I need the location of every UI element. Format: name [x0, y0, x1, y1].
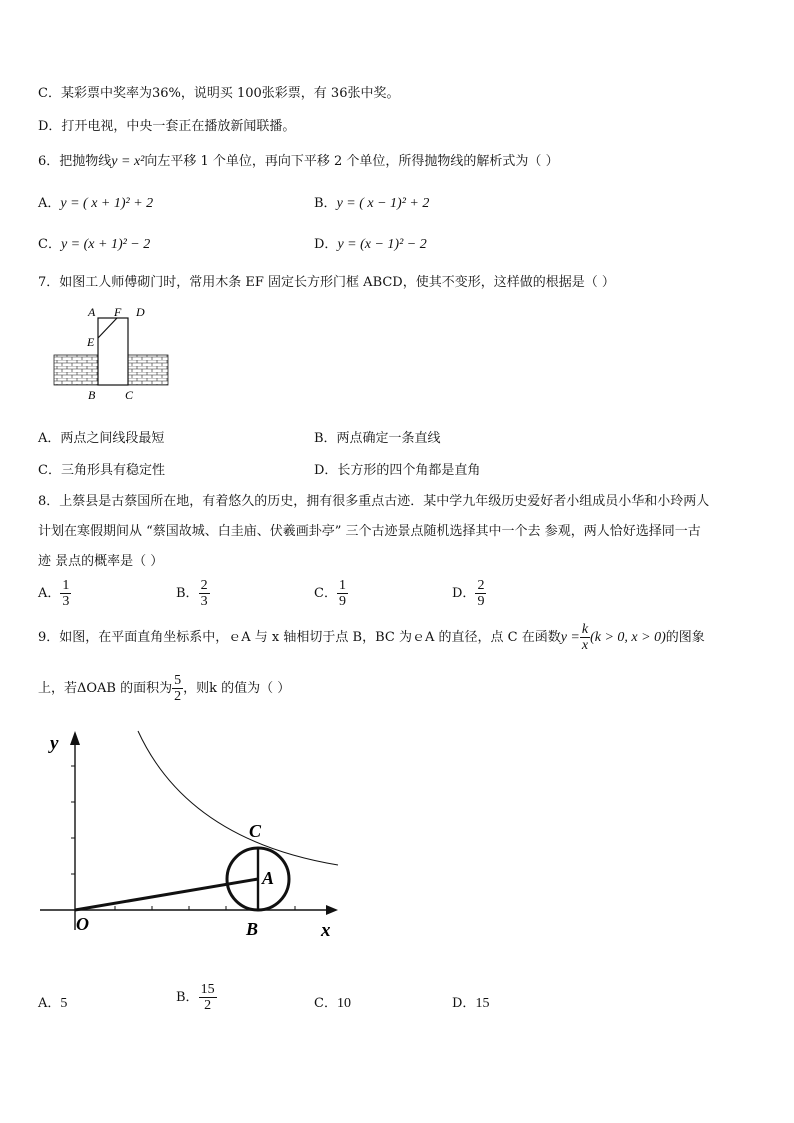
- q6-stem: [38, 150, 559, 170]
- q6-d-label: D．: [314, 237, 338, 252]
- q6-suffix: 向左平移 1 个单位，再向下平移 2 个单位，所得抛物线的解析式为（ ）: [144, 154, 559, 169]
- label-F: F: [114, 305, 122, 319]
- q9-a-value: 5: [60, 996, 68, 1011]
- q9-l1a: 9．如图，在平面直角坐标系中，: [38, 630, 229, 645]
- label-E: E: [87, 335, 95, 349]
- x-axis-arrow: [326, 905, 338, 915]
- q9-func: y =: [560, 630, 580, 645]
- q8-b-fraction: $\frac{2}{3}$: [200, 578, 208, 609]
- label-O: O: [76, 914, 89, 934]
- q8-option-a: [38, 578, 71, 609]
- q8-a-fraction: $\frac{1}{3}$: [62, 578, 70, 609]
- q6-d-expr: y = (x − 1)² − 2: [337, 237, 427, 252]
- q8-a-label: A．: [38, 586, 61, 601]
- q9-condition: (k > 0, x > 0): [590, 630, 666, 645]
- q5-option-c: C．某彩票中奖率为36%，说明买 100张彩票，有 36张中奖。: [38, 86, 400, 101]
- y-axis-arrow: [70, 731, 80, 745]
- q6-a-label: A．: [38, 196, 61, 211]
- label-x: x: [321, 920, 331, 941]
- q8-c-label: C．: [314, 586, 337, 601]
- q9-b-label: B．: [176, 990, 199, 1005]
- right-brick-wall: [128, 355, 168, 385]
- q9-l1b: ｅA 与 x 轴相切于点 B，BC 为ｅA 的直径，点 C 在函数: [228, 630, 561, 645]
- q9-c-label: C．: [314, 996, 337, 1011]
- q9-c-value: 10: [336, 996, 351, 1011]
- q9-option-d: [452, 992, 489, 1012]
- q8-option-d: [452, 578, 486, 609]
- q8-d-fraction: $\frac{2}{9}$: [477, 578, 485, 609]
- label-B: B: [246, 919, 259, 939]
- q5-option-d: D．打开电视，中央一套正在播放新闻联播。: [38, 119, 296, 134]
- q6-option-c: [38, 233, 150, 253]
- q8-stem-line1: 8．上蔡县是古蔡国所在地，有着悠久的历史，拥有很多重点古迹．某中学九年级历史爱好者小组成员小华和小玲两人: [38, 494, 710, 509]
- q6-option-d: [314, 233, 427, 253]
- q9-b-fraction: $\frac{15}{2}$: [200, 982, 215, 1013]
- q6-option-b: [314, 192, 429, 212]
- q8-stem-line3: 迹 景点的概率是（ ）: [38, 554, 164, 569]
- q8-option-c: [314, 578, 348, 609]
- label-y: y: [50, 733, 59, 754]
- q8-b-label: B．: [176, 586, 199, 601]
- q7-stem: 7．如图工人师傅砌门时，常用木条 EF 固定长方形门框 ABCD，使其不变形，这样做的根据是（ ）: [38, 275, 615, 290]
- q7-option-a: A．两点之间线段最短: [38, 431, 165, 446]
- q9-a-label: A．: [38, 996, 61, 1011]
- q6-b-label: B．: [314, 196, 337, 211]
- q9-k-over-x: $\frac{k}{x}$: [581, 622, 589, 653]
- label-D: D: [136, 305, 145, 319]
- q6-prefix: 6．把抛物线: [38, 154, 112, 169]
- q9-l2b: ，则k 的值为（ ）: [183, 681, 291, 696]
- q7-option-b: B．两点确定一条直线: [314, 431, 441, 446]
- q9-option-c: [314, 992, 351, 1012]
- q9-area-fraction: $\frac{5}{2}$: [174, 673, 182, 704]
- q8-stem-line2: 计划在寒假期间从 “蔡国故城、白圭庙、伏羲画卦亭” 三个古迹景点随机选择其中一个去 参观，两人恰好选择同一古: [38, 524, 701, 539]
- q9-l1c: 的图象: [665, 630, 705, 645]
- door-frame: [98, 318, 128, 385]
- q8-c-fraction: $\frac{1}{9}$: [338, 578, 346, 609]
- hyperbola-curve: [138, 731, 338, 865]
- label-A: A: [262, 868, 275, 888]
- q7-option-d: D．长方形的四个角都是直角: [314, 463, 481, 478]
- q6-option-a: [38, 192, 153, 212]
- q7-option-c: C．三角形具有稳定性: [38, 463, 165, 478]
- q6-a-expr: y = ( x + 1)² + 2: [60, 196, 154, 211]
- label-B: B: [88, 388, 96, 402]
- q9-d-value: 15: [475, 996, 490, 1011]
- door-frame-figure: [52, 300, 172, 409]
- q9-option-b: [176, 982, 217, 1013]
- q6-b-expr: y = ( x − 1)² + 2: [336, 196, 430, 211]
- q9-option-a: [38, 992, 67, 1012]
- q6-function: y = x²: [111, 154, 145, 169]
- q8-option-b: [176, 578, 210, 609]
- q9-stem-line1: [38, 622, 705, 653]
- coordinate-figure: [38, 725, 358, 949]
- q6-c-label: C．: [38, 237, 61, 252]
- q9-l2a: 上，若ΔOAB 的面积为: [38, 681, 173, 696]
- label-C: C: [249, 821, 262, 841]
- q6-c-expr: y = (x + 1)² − 2: [60, 237, 151, 252]
- label-C: C: [125, 388, 134, 402]
- label-A: A: [88, 305, 96, 319]
- q8-d-label: D．: [452, 586, 476, 601]
- q9-stem-line2: [38, 673, 290, 704]
- left-brick-wall: [54, 355, 98, 385]
- q9-d-label: D．: [452, 996, 476, 1011]
